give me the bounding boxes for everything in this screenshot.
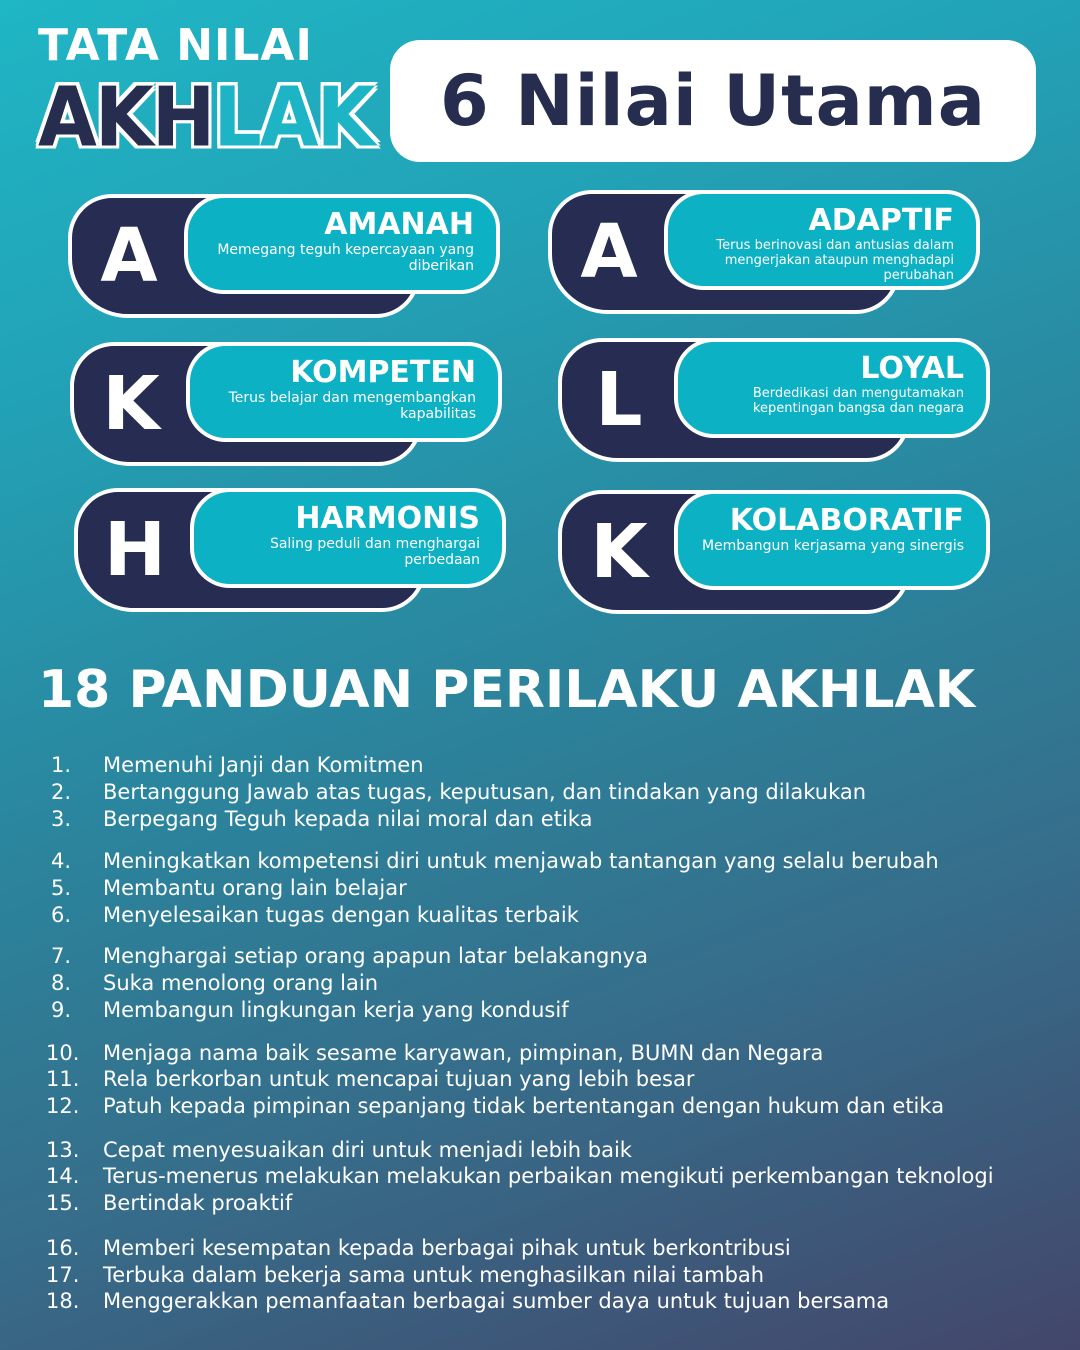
value-name: HARMONIS: [295, 501, 480, 536]
list-item: [0, 1162, 1080, 1190]
list-item: [0, 847, 1080, 875]
value-card-text-block: [674, 490, 990, 590]
value-description: Memegang teguh kepercayaan yang diberikan: [217, 242, 474, 274]
value-name: ADAPTIF: [808, 203, 954, 238]
value-letter: A: [100, 213, 158, 299]
list-item-number: 15.: [46, 1191, 80, 1215]
list-item-text: Rela berkorban untuk mencapai tujuan yang lebih besar: [103, 1067, 695, 1091]
list-item: [0, 1189, 1080, 1217]
list-item: [0, 751, 1080, 779]
value-card-text-block: [184, 194, 500, 294]
list-item-text: Menggerakkan pemanfaatan berbagai sumber daya untuk tujuan bersama: [103, 1289, 890, 1313]
list-item-text: Meningkatkan kompetensi diri untuk menjawab tantangan yang selalu berubah: [103, 849, 939, 873]
list-item-text: Terbuka dalam bekerja sama untuk menghasilkan nilai tambah: [103, 1263, 765, 1287]
list-item: [0, 1287, 1080, 1315]
value-card-text-block: [190, 488, 506, 588]
value-card-loyal: [558, 338, 994, 462]
value-letter: K: [590, 509, 648, 595]
list-item-number: 10.: [46, 1041, 80, 1065]
value-description: Terus belajar dan mengembangkan kapabilitas: [228, 390, 476, 422]
list-item-number: 9.: [50, 998, 72, 1022]
value-card-harmonis: [74, 488, 510, 612]
list-item-text: Memberi kesempatan kepada berbagai pihak untuk berkontribusi: [103, 1236, 791, 1260]
value-name: KOLABORATIF: [729, 503, 964, 538]
value-letter: A: [580, 209, 638, 295]
list-item-number: 6.: [50, 903, 72, 927]
list-item-number: 7.: [50, 944, 72, 968]
value-name: KOMPETEN: [290, 355, 476, 390]
list-item: [0, 874, 1080, 902]
list-item-number: 1.: [50, 753, 72, 777]
value-card-text-block: [674, 338, 990, 438]
list-item-text: Bertanggung Jawab atas tugas, keputusan, dan tindakan yang dilakukan: [103, 780, 867, 804]
list-item-text: Bertindak proaktif: [103, 1191, 293, 1215]
list-item: [0, 996, 1080, 1024]
panduan-heading: 18 PANDUAN PERILAKU AKHLAK: [38, 660, 976, 720]
list-item-number: 12.: [46, 1094, 80, 1118]
list-item-text: Memenuhi Janji dan Komitmen: [103, 753, 424, 777]
list-item-text: Terus-menerus melakukan melakukan perbaikan mengikuti perkembangan teknologi: [103, 1164, 994, 1188]
list-item: [0, 1065, 1080, 1093]
list-item-number: 8.: [50, 971, 72, 995]
list-item-number: 2.: [50, 780, 72, 804]
list-item-number: 4.: [50, 849, 72, 873]
list-item: [0, 805, 1080, 833]
list-item-number: 18.: [46, 1289, 80, 1313]
value-letter: K: [102, 361, 160, 447]
list-item-text: Berpegang Teguh kepada nilai moral dan etika: [103, 807, 593, 831]
list-item: [0, 1234, 1080, 1262]
list-item: [0, 969, 1080, 997]
value-name: LOYAL: [860, 351, 964, 386]
list-item-number: 17.: [46, 1263, 80, 1287]
list-item-number: 5.: [50, 876, 72, 900]
list-item-number: 3.: [50, 807, 72, 831]
list-item-number: 13.: [46, 1138, 80, 1162]
logo-bottom-part-a: AKH: [38, 68, 214, 165]
list-item-text: Patuh kepada pimpinan sepanjang tidak bertentangan dengan hukum dan etika: [103, 1094, 945, 1118]
value-card-text-block: [664, 190, 980, 290]
list-item: [0, 942, 1080, 970]
page-title: 6 Nilai Utama: [440, 60, 986, 142]
value-description: Membangun kerjasama yang sinergis: [701, 538, 964, 554]
value-card-adaptif: [548, 190, 984, 314]
list-item-text: Membangun lingkungan kerja yang kondusif: [103, 998, 569, 1022]
value-card-kompeten: [70, 342, 506, 466]
value-description: Terus berinovasi dan antusias dalam mengerjakan ataupun menghadapi perubahan: [716, 238, 954, 283]
list-item: [0, 1039, 1080, 1067]
logo-top-text: TATA NILAI: [38, 20, 313, 71]
list-item-text: Membantu orang lain belajar: [103, 876, 407, 900]
list-item-number: 14.: [46, 1164, 80, 1188]
value-letter: L: [595, 357, 643, 443]
logo-bottom-part-b: LAK: [213, 68, 374, 165]
list-item-text: Menyelesaikan tugas dengan kualitas terbaik: [103, 903, 579, 927]
list-item-text: Menghargai setiap orang apapun latar belakangnya: [103, 944, 648, 968]
list-item-number: 11.: [46, 1067, 80, 1091]
list-item-text: Suka menolong orang lain: [103, 971, 379, 995]
value-card-amanah: [68, 194, 504, 318]
value-letter: H: [104, 507, 166, 593]
list-item: [0, 1092, 1080, 1120]
logo-bottom-text: [38, 68, 374, 165]
title-banner: [390, 40, 1036, 162]
akhlak-logo: [38, 20, 374, 165]
list-item-text: Cepat menyesuaikan diri untuk menjadi lebih baik: [103, 1138, 632, 1162]
list-item: [0, 1136, 1080, 1164]
list-item: [0, 901, 1080, 929]
list-item-number: 16.: [46, 1236, 80, 1260]
value-card-text-block: [186, 342, 502, 442]
value-card-kolaboratif: [558, 490, 994, 614]
value-description: Saling peduli dan menghargai perbedaan: [269, 536, 480, 568]
value-name: AMANAH: [324, 207, 474, 242]
value-description: Berdedikasi dan mengutamakan kepentingan bangsa dan negara: [752, 386, 964, 416]
list-item: [0, 1261, 1080, 1289]
list-item-text: Menjaga nama baik sesame karyawan, pimpinan, BUMN dan Negara: [103, 1041, 824, 1065]
list-item: [0, 778, 1080, 806]
